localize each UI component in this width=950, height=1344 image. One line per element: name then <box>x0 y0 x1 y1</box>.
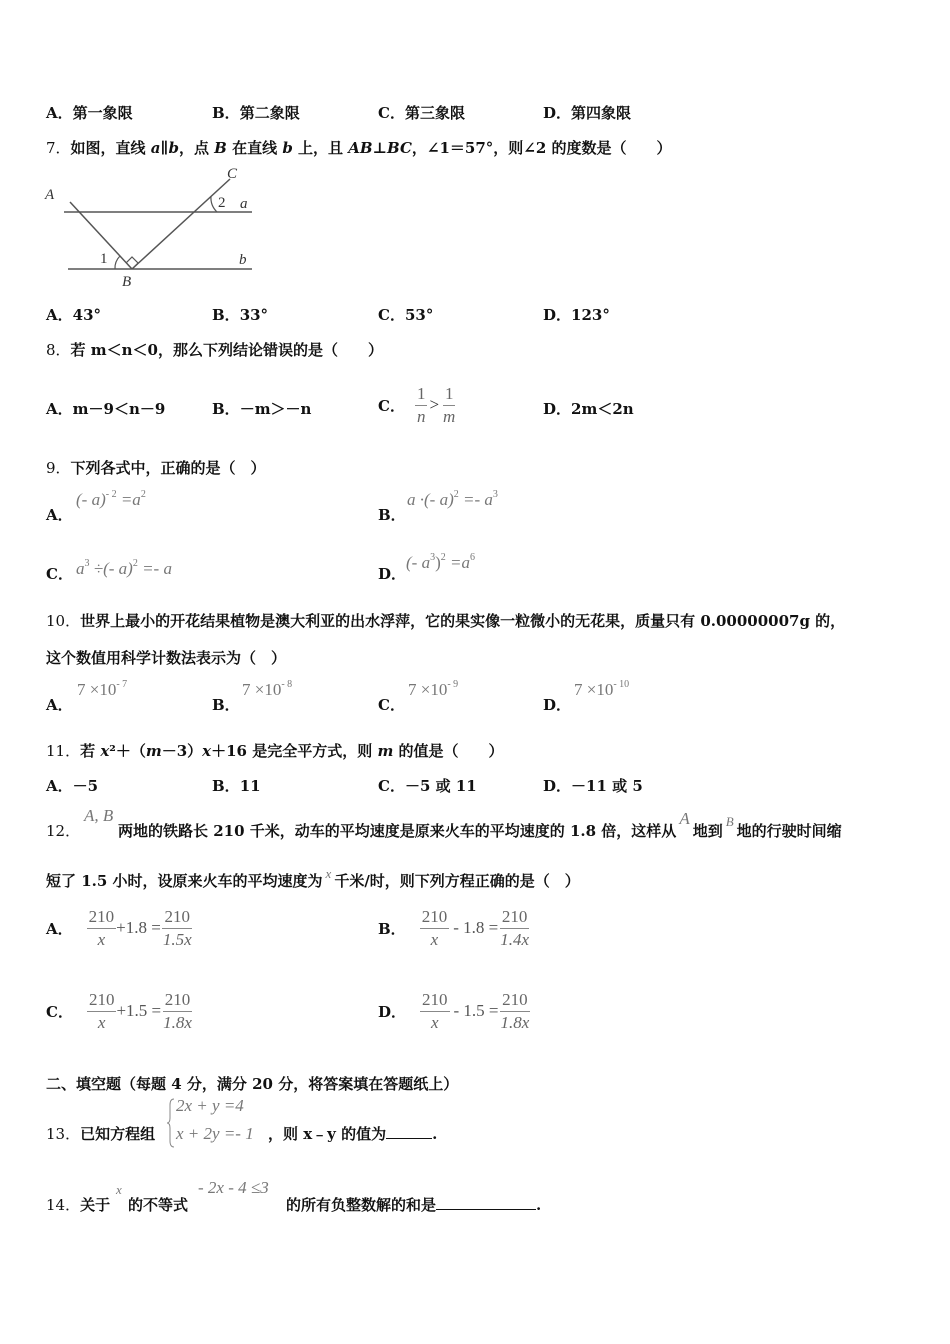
q7-stem: 7．如图，直线 a∥b，点 B 在直线 b 上，且 AB⊥BC，∠1＝57°，则∠2 的度数是（ ） <box>46 139 672 157</box>
segment-bc <box>132 179 230 269</box>
q9-option-d: D． <box>378 565 407 583</box>
q12-ab: A, B <box>84 806 114 825</box>
q8-option-b: B．－m＞－n <box>212 400 312 418</box>
q14-x: x <box>116 1182 122 1197</box>
q10-option-b-expr: $7 \times 10^{- 8}$ <box>242 679 293 699</box>
q12-option-d: D． $\frac{210}{x}$ - 1.5 = $\frac{210}{1.8x}$ <box>378 989 530 1032</box>
q10-option-d: D． <box>543 696 572 714</box>
q8-fraction-2: $\frac{1}{m}$ <box>443 383 456 426</box>
q13-answer-blank[interactable] <box>386 1138 432 1139</box>
q14-answer-blank[interactable] <box>436 1209 536 1210</box>
q9-stem: 9．下列各式中，正确的是（ ） <box>46 459 266 477</box>
q13-equation-1: 2x + y =4 <box>176 1096 244 1115</box>
q12-option-a: A． $\frac{210}{x}$ +1.8 = $\frac{210}{1.5x}$ <box>46 906 192 949</box>
q7-option-d: D．123° <box>543 306 610 324</box>
q14-stem: 14．关于 <box>46 1196 111 1214</box>
q14-mid: 的不等式 <box>128 1196 189 1214</box>
label-A: A <box>45 187 55 203</box>
q6-option-c: C．第三象限 <box>378 104 465 122</box>
angle2-arc <box>211 196 217 212</box>
q12-option-c: C． $\frac{210}{x}$ +1.5 = $\frac{210}{1.8x}$ <box>46 989 192 1032</box>
q7-option-c: C．53° <box>378 306 434 324</box>
label-b: b <box>239 252 247 268</box>
label-angle1: 1 <box>100 251 108 267</box>
q13-tail: ，则 x﹣y 的值为 . <box>268 1125 438 1143</box>
q12-stem-line2: 短了 1.5 小时，设原来火车的平均速度为 x 千米/时，则下列方程正确的是（ ） <box>46 866 580 890</box>
q13-stem: 13．已知方程组 <box>46 1125 156 1143</box>
q7-option-a: A．43° <box>46 306 102 324</box>
q9-option-b: B． <box>378 506 406 524</box>
q11-option-b: B．11 <box>212 777 261 795</box>
label-a: a <box>240 196 248 212</box>
section2-heading: 二、填空题（每题 4 分，满分 20 分，将答案填在答题纸上） <box>46 1075 459 1093</box>
label-angle2: 2 <box>218 195 226 211</box>
q9-option-b-expr: a ·(- $a)^2 =- a^3$ <box>407 489 498 509</box>
q11-option-c: C．－5 或 11 <box>378 777 477 795</box>
q10-option-c: C． <box>378 696 405 714</box>
angle1-arc <box>115 256 120 269</box>
q11-stem: 11．若 x²＋（m－3）x＋16 是完全平方式，则 m 的值是（ ） <box>46 742 504 760</box>
q10-option-d-expr: $7 \times 10^{- 10}$ <box>574 679 630 699</box>
q9-option-c: C． <box>46 565 73 583</box>
q6-option-a: A．第一象限 <box>46 104 133 122</box>
q11-option-d: D．－11 或 5 <box>543 777 643 795</box>
right-angle-mark <box>126 257 138 269</box>
q8-fraction-1: $\frac{1}{n}$ <box>416 383 426 426</box>
q8-option-d: D．2m＜2n <box>543 400 634 418</box>
q6-option-b: B．第二象限 <box>212 104 300 122</box>
q13-system-brace <box>166 1097 176 1149</box>
q12-stem-line1: 两地的铁路长 210 千米，动车的平均速度是原来火车的平均速度的 1.8 倍，这样从A地到B地的行驶时间缩 <box>118 809 842 840</box>
q12-option-b: B． $\frac{210}{x}$ - 1.8 = $\frac{210}{1.4x}$ <box>378 906 529 949</box>
q14-tail: 的所有负整数解的和是 . <box>286 1196 542 1214</box>
q7-figure <box>40 162 270 290</box>
q9-option-a: A． <box>46 506 73 524</box>
q6-option-d: D．第四象限 <box>543 104 632 122</box>
q10-option-a: A． <box>46 696 73 714</box>
q10-stem-line2: 这个数值用科学计数法表示为（ ） <box>46 649 287 667</box>
q12-num: 12． <box>46 822 81 840</box>
label-B: B <box>122 274 132 290</box>
q9-option-a-expr: (- $a)^{- 2} =a^2$ <box>76 489 146 509</box>
q9-option-d-expr: (- $a^3)^2 =a^6$ <box>406 552 475 572</box>
q9-option-c-expr: $a^3$ ÷(- a)$^2$ =- a <box>76 558 172 578</box>
q14-inequality: - 2x - 4 ≤3 <box>198 1178 269 1197</box>
q11-option-a: A．－5 <box>46 777 99 795</box>
q8-option-c: C． $\frac{1}{n}$ > $\frac{1}{m}$ <box>378 383 456 426</box>
q13-equation-2: x + 2y =- 1 <box>176 1124 254 1143</box>
q10-option-a-expr: $7 \times 10^{- 7}$ <box>77 679 128 699</box>
q7-option-b: B．33° <box>212 306 269 324</box>
q8-stem: 8．若 m＜n＜0，那么下列结论错误的是（ ） <box>46 341 383 359</box>
q10-stem-line1: 10．世界上最小的开花结果植物是澳大利亚的出水浮萍，它的果实像一粒微小的无花果，质量只有 0.00000007g 的， <box>46 612 846 630</box>
label-C: C <box>227 166 238 182</box>
q10-option-b: B． <box>212 696 240 714</box>
q10-option-c-expr: $7 \times 10^{- 9}$ <box>408 679 459 699</box>
q8-option-a: A．m－9＜n－9 <box>46 400 166 418</box>
